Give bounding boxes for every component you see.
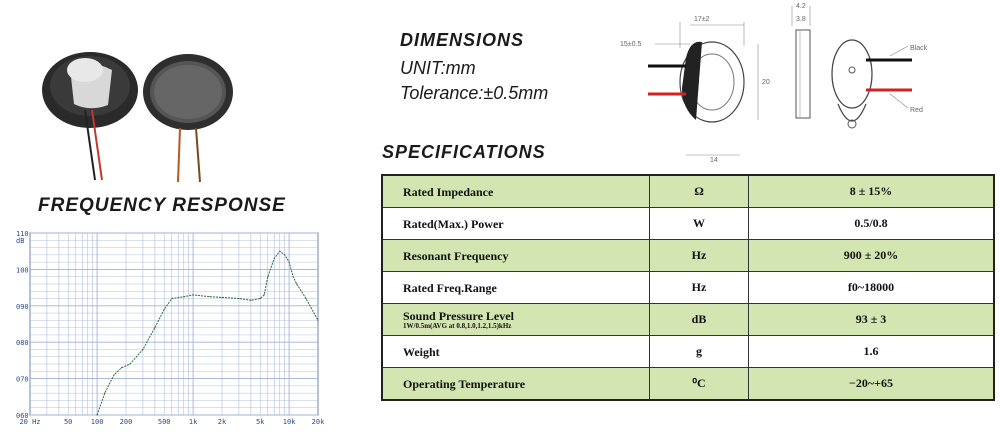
dim-thick-total-label: 4.2	[796, 3, 806, 10]
data-point	[154, 327, 155, 328]
unit-cell: Ω	[650, 175, 749, 208]
x-tick-label: 50	[63, 418, 73, 426]
table-row	[382, 240, 994, 272]
param-label: Operating Temperature	[403, 376, 526, 391]
param-cell	[382, 336, 650, 368]
speaker-back-image	[42, 52, 138, 180]
table-row	[382, 368, 994, 401]
frequency-response-chart	[0, 225, 330, 430]
param-cell	[382, 368, 650, 401]
param-label: Rated Freq.Range	[403, 280, 497, 295]
param-note: 1W/0.5m(AVG at 0.8,1.0,1.2,1.5)kHz	[403, 321, 512, 330]
data-point	[171, 298, 172, 299]
front-view-drawing	[620, 16, 770, 164]
y-tick-label-part: dB	[16, 237, 25, 245]
table-row	[382, 175, 994, 208]
unit-cell: Hz	[650, 240, 749, 272]
data-point	[164, 309, 165, 310]
value-cell: f0~18000	[749, 272, 995, 304]
data-point	[317, 320, 318, 321]
tolerance-text: Tolerance:±0.5mm	[400, 83, 549, 103]
data-point	[142, 349, 143, 350]
data-point	[221, 297, 222, 298]
table-row	[382, 208, 994, 240]
data-point	[238, 298, 239, 299]
data-point	[305, 298, 306, 299]
unit-cell: W	[650, 208, 749, 240]
frequency-response-title: FREQUENCY RESPONSE	[38, 195, 286, 216]
param-cell	[382, 304, 650, 336]
dimensions-title: DIMENSIONS	[400, 30, 525, 50]
y-tick-label	[16, 266, 29, 274]
product-photo	[30, 30, 250, 190]
specifications-table	[381, 174, 995, 401]
value-cell: 1.6	[749, 336, 995, 368]
data-point	[264, 294, 265, 295]
param-label: Rated(Max.) Power	[403, 216, 504, 231]
data-point	[183, 296, 184, 297]
data-point	[279, 251, 280, 252]
y-tick-label	[16, 303, 29, 311]
data-point	[284, 254, 285, 255]
value-cell: 8 ± 15%	[749, 175, 995, 208]
table-row	[382, 336, 994, 368]
dim-height-label: 20	[762, 79, 770, 86]
x-tick-label: 10k	[282, 418, 296, 426]
dim-top-label: 17±2	[694, 16, 710, 23]
value-cell: 0.5/0.8	[749, 208, 995, 240]
data-point	[113, 374, 114, 375]
data-point	[250, 300, 251, 301]
param-label: Resonant Frequency	[403, 248, 509, 263]
y-tick-label	[16, 230, 29, 245]
param-cell	[382, 208, 650, 240]
data-point	[292, 276, 293, 277]
value-cell: 93 ± 3	[749, 304, 995, 336]
param-label: Weight	[403, 344, 440, 359]
red-wire-label: Red	[910, 107, 923, 114]
y-tick-label	[16, 412, 29, 420]
value-cell: −20~+65	[749, 368, 995, 401]
unit-cell: g	[650, 336, 749, 368]
y-tick-label-part: 080	[16, 339, 29, 348]
data-point	[274, 258, 275, 259]
data-point	[289, 262, 290, 263]
x-tick-label: 200	[119, 418, 133, 426]
back-view-drawing	[832, 40, 928, 128]
table-row	[382, 304, 994, 336]
y-tick-label-part: 090	[16, 302, 29, 311]
data-point	[97, 414, 98, 415]
dimension-drawing	[590, 0, 1000, 170]
y-tick-label-part: 070	[16, 375, 29, 384]
data-point	[260, 298, 261, 299]
param-cell	[382, 272, 650, 304]
plot-area	[30, 233, 318, 415]
side-view-drawing	[792, 3, 810, 118]
param-cell	[382, 175, 650, 208]
y-tick-label	[16, 376, 29, 384]
y-tick-label-part: 100	[16, 266, 29, 275]
x-tick-label: 2k	[217, 418, 227, 426]
x-tick-label: 5k	[255, 418, 265, 426]
y-tick-label-part: 110	[16, 230, 29, 238]
data-point	[267, 276, 268, 277]
specifications-table-body	[382, 175, 994, 400]
data-point	[209, 296, 210, 297]
unit-text: UNIT:mm	[400, 58, 476, 78]
data-point	[129, 363, 130, 364]
x-tick-label: 100	[90, 418, 104, 426]
x-tick-label: 20 Hz	[19, 418, 41, 426]
unit-cell: ⁰C	[650, 368, 749, 401]
unit-cell: dB	[650, 304, 749, 336]
value-cell: 900 ± 20%	[749, 240, 995, 272]
param-label: Sound Pressure Level	[403, 308, 514, 323]
data-point	[121, 367, 122, 368]
speaker-front-image	[143, 54, 233, 182]
data-point	[193, 294, 194, 295]
y-tick-label-part: 060	[16, 412, 29, 420]
dim-thick-body-label: 3.8	[796, 16, 806, 23]
y-tick-label	[16, 339, 29, 347]
dim-width-label: 14	[710, 157, 718, 164]
specifications-title: SPECIFICATIONS	[382, 142, 546, 162]
unit-cell: Hz	[650, 272, 749, 304]
x-tick-label: 1k	[188, 418, 198, 426]
x-tick-label: 500	[157, 418, 171, 426]
table-row	[382, 272, 994, 304]
data-point	[296, 283, 297, 284]
black-wire-label: Black	[910, 45, 928, 52]
param-cell	[382, 240, 650, 272]
param-label: Rated Impedance	[403, 184, 494, 199]
data-point	[104, 393, 105, 394]
dim-left-label: 15±0.5	[620, 41, 642, 48]
x-tick-label: 20k	[311, 418, 325, 426]
